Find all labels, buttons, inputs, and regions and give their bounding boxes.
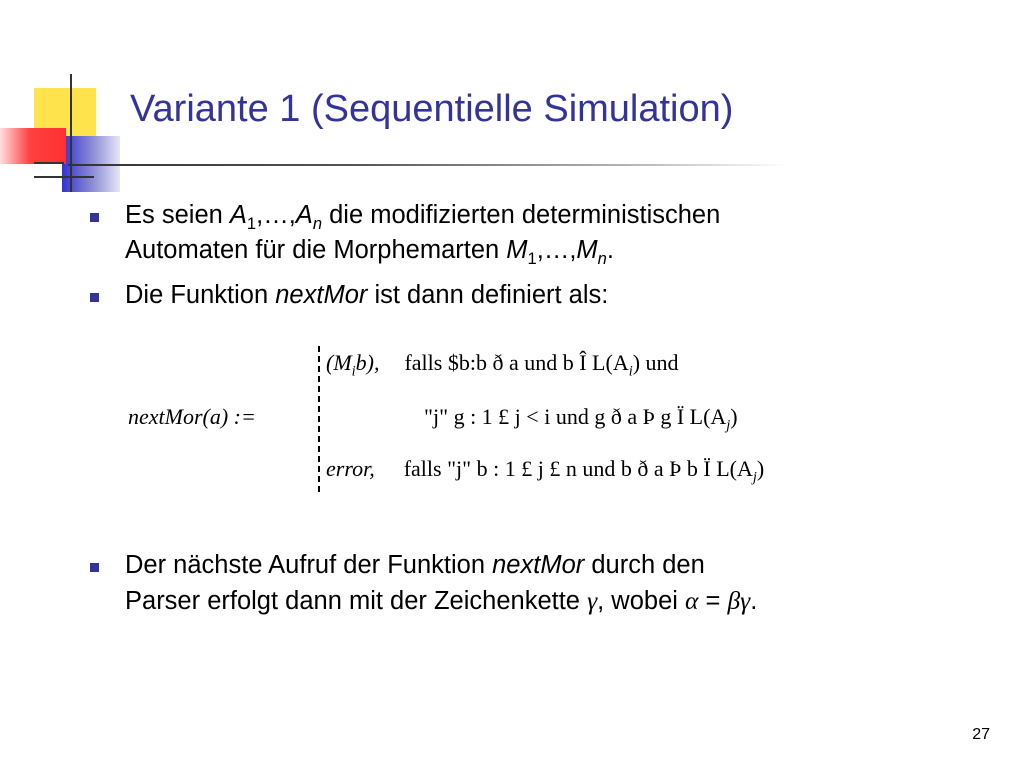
text-segment: die modifizierten deterministischen	[322, 201, 721, 229]
case-condition: falls $b:b ð a und b Î L(A	[404, 350, 629, 375]
beta-gamma-symbol: βγ	[727, 586, 751, 615]
var-m: M	[506, 236, 528, 264]
var-a-n: A	[295, 201, 313, 229]
case-condition-tail: ) und	[632, 350, 679, 375]
case-value: error,	[326, 456, 375, 481]
bullet-marker-1	[90, 213, 99, 222]
title-underline	[68, 164, 788, 166]
var-m-n: M	[576, 236, 598, 264]
decor-red-bar	[0, 128, 66, 164]
bullet-marker-3	[90, 563, 99, 572]
case-condition: "j" g : 1 £ j < i und g ð a Þ g Ï L(A	[424, 404, 727, 429]
equals-sign: =	[698, 587, 728, 615]
decor-vertical-line	[70, 74, 72, 192]
case-condition: falls "j" b : 1 £ j £ n und b ð a Þ b Ï L(A	[403, 456, 753, 481]
subscript-n: n	[312, 214, 323, 234]
text-segment: durch den	[584, 551, 705, 579]
formula-row-2	[424, 404, 738, 434]
case-condition-tail: )	[756, 456, 765, 481]
decor-horizontal-line-lower	[34, 176, 94, 178]
text-segment: .	[606, 236, 614, 264]
case-brace	[316, 344, 322, 494]
ellipsis: ,…,	[536, 236, 577, 264]
formula-row-3	[326, 456, 764, 486]
case-value: (M	[326, 350, 352, 375]
subscript: 1	[527, 249, 537, 269]
ellipsis: ,…,	[256, 201, 296, 229]
bullet-marker-2	[90, 293, 99, 302]
case-value-tail: b),	[355, 350, 380, 375]
alpha-symbol: α	[685, 586, 699, 615]
text-segment: ist dann definiert als:	[367, 281, 609, 309]
subscript: j	[752, 469, 757, 486]
case-condition-tail: )	[730, 404, 738, 429]
bullet-3-line-2	[125, 584, 757, 618]
text-segment: Automaten für die Morphemarten	[125, 236, 507, 264]
text-segment: Parser erfolgt dann mit der Zeichenkette	[125, 587, 588, 615]
subscript: j	[726, 417, 731, 434]
text-segment: Der nächste Aufruf der Funktion	[125, 551, 493, 579]
bullet-1-line-2	[125, 233, 614, 276]
formula-row-1	[326, 350, 679, 380]
subscript: i	[351, 363, 356, 380]
bullet-2	[125, 278, 608, 312]
var-a: A	[229, 201, 247, 229]
slide-title: Variante 1 (Sequentielle Simulation)	[130, 88, 734, 130]
function-name: nextMor	[492, 551, 585, 579]
text-segment: .	[750, 587, 758, 615]
text-segment: , wobei	[597, 587, 686, 615]
text-segment: Es seien	[125, 201, 230, 229]
gamma-symbol: γ	[587, 586, 598, 615]
text-segment: Die Funktion	[125, 281, 276, 309]
subscript: 1	[246, 214, 257, 234]
formula-lhs: nextMor(a) :=	[128, 404, 256, 429]
subscript: i	[628, 363, 633, 380]
subscript-n: n	[597, 249, 607, 269]
decor-horizontal-line	[34, 162, 64, 164]
bullet-3-line-1	[125, 548, 705, 582]
function-name: nextMor	[275, 281, 368, 309]
page-number: 27	[972, 726, 990, 743]
